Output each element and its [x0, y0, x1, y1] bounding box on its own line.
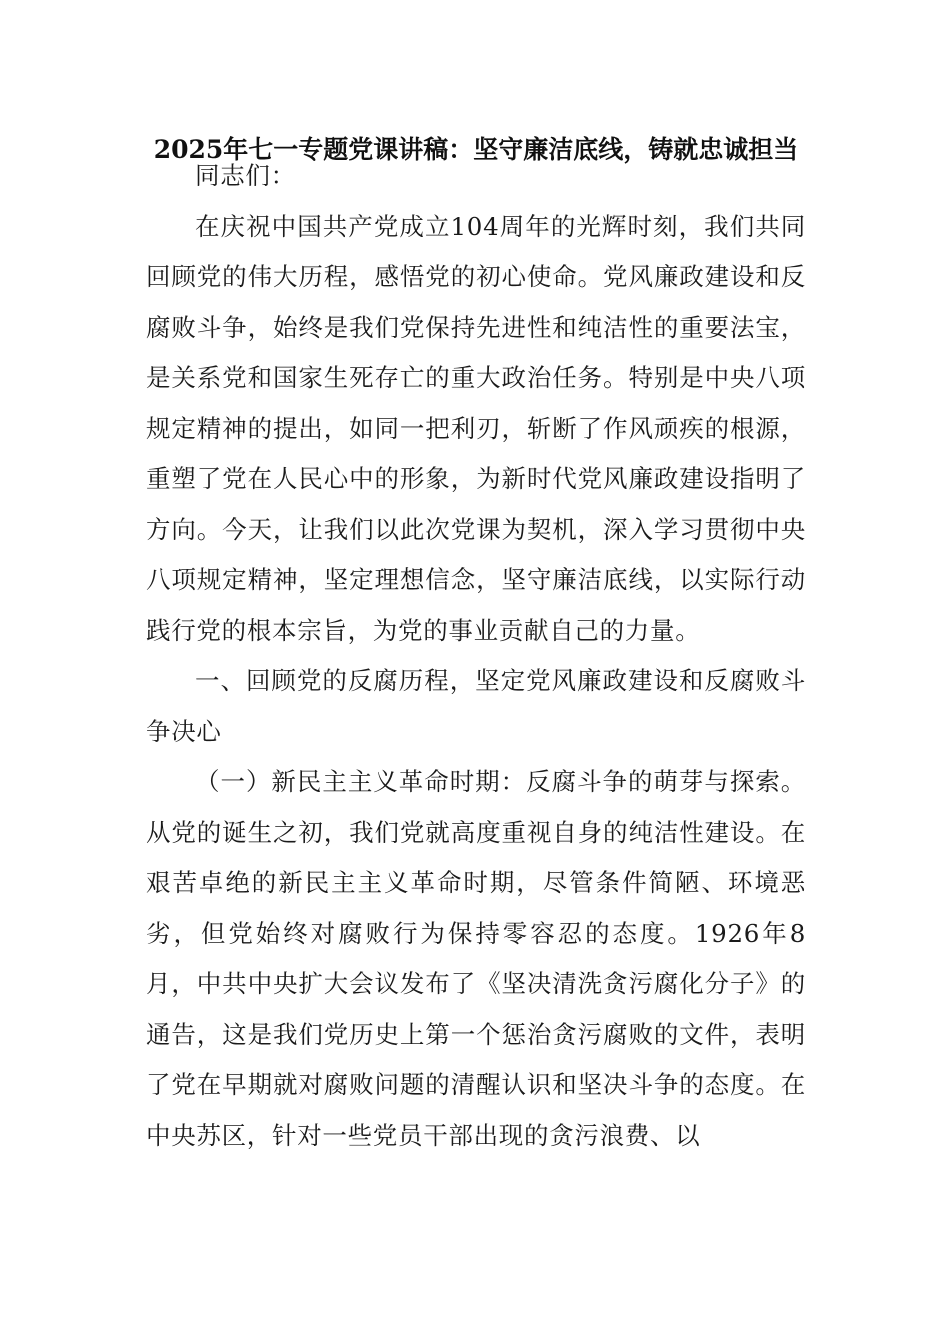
section-heading-1: 一、回顾党的反腐历程，坚定党风廉政建设和反腐败斗争决心: [146, 666, 806, 746]
paragraph-subsection-1: （一）新民主主义革命时期：反腐斗争的萌芽与探索。从党的诞生之初，我们党就高度重视自身的纯洁性建设。在艰苦卓绝的新民主主义革命时期，尽管条件简陋、环境恶劣，但党始终对腐败行为保持零容忍的态度。1926年8月，中共中央扩大会议发布了《坚决清洗贪污腐化分子》的通告，这是我们党历史上第一个惩治贪污腐败的文件，表明了党在早期就对腐败问题的清醒认识和坚决斗争的态度。在中央苏区，针对一些党员干部出现的贪污浪费、以: [146, 767, 806, 1150]
document-body: [146, 151, 806, 1161]
document-title: 2025年七一专题党课讲稿：坚守廉洁底线，铸就忠诚担当: [153, 135, 799, 164]
paragraph-intro: 在庆祝中国共产党成立104周年的光辉时刻，我们共同回顾党的伟大历程，感悟党的初心使命。党风廉政建设和反腐败斗争，始终是我们党保持先进性和纯洁性的重要法宝，是关系党和国家生死存亡的重大政治任务。特别是中央八项规定精神的提出，如同一把利刃，斩断了作风顽疾的根源，重塑了党在人民心中的形象，为新时代党风廉政建设指明了方向。今天，让我们以此次党课为契机，深入学习贯彻中央八项规定精神，坚定理想信念，坚守廉洁底线，以实际行动践行党的根本宗旨，为党的事业贡献自己的力量。: [146, 211, 806, 645]
greeting: 同志们：: [195, 161, 296, 190]
